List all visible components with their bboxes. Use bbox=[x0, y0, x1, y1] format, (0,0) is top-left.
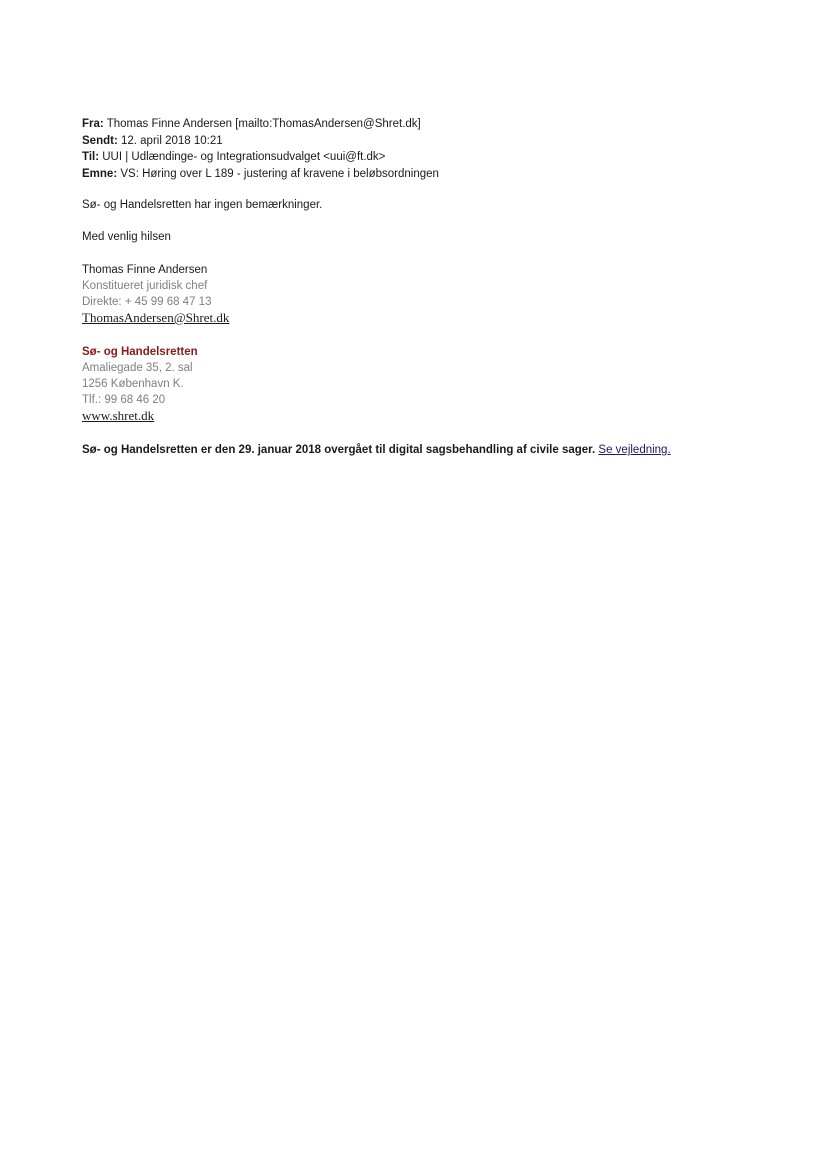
signature-title: Konstitueret juridisk chef bbox=[82, 280, 208, 292]
notice-guide-link[interactable]: Se vejledning. bbox=[598, 444, 671, 456]
notice-text: Sø- og Handelsretten er den 29. januar 2018 overgået til digital sagsbehandling af civile sager. bbox=[82, 444, 596, 456]
greeting-paragraph: Med venlig hilsen bbox=[82, 231, 171, 243]
company-block bbox=[82, 344, 782, 425]
digital-notice bbox=[82, 442, 782, 458]
signature-name: Thomas Finne Andersen bbox=[82, 264, 208, 276]
sent-value: 12. april 2018 10:21 bbox=[117, 134, 223, 147]
sent-row bbox=[82, 133, 782, 150]
company-name: Sø- og Handelsretten bbox=[82, 346, 198, 358]
from-row bbox=[82, 116, 782, 133]
from-value: Thomas Finne Andersen [mailto:ThomasAndersen@Shret.dk] bbox=[103, 118, 421, 130]
signature-direct-phone: Direkte: + 45 99 68 47 13 bbox=[82, 296, 212, 308]
email-header bbox=[82, 116, 782, 182]
intro-paragraph: Sø- og Handelsretten har ingen bemærkninger. bbox=[82, 199, 323, 211]
to-row bbox=[82, 149, 782, 166]
to-value: UUI | Udlændinge- og Integrationsudvalget <uui@ft.dk> bbox=[99, 151, 386, 163]
company-website-link[interactable]: www.shret.dk bbox=[82, 408, 155, 423]
sent-label: Sendt: bbox=[82, 134, 118, 147]
company-address-line2: 1256 København K. bbox=[82, 378, 184, 390]
from-label: Fra: bbox=[82, 118, 104, 130]
subject-row bbox=[82, 166, 782, 183]
subject-label: Emne: bbox=[82, 167, 118, 180]
signature-email-link[interactable]: ThomasAndersen@Shret.dk bbox=[82, 310, 230, 325]
subject-value: VS: Høring over L 189 - justering af kravene i beløbsordningen bbox=[117, 167, 439, 180]
to-label: Til: bbox=[82, 151, 100, 163]
email-document bbox=[82, 116, 782, 458]
company-address-line1: Amaliegade 35, 2. sal bbox=[82, 362, 193, 374]
signature-block bbox=[82, 262, 782, 327]
company-phone: Tlf.: 99 68 46 20 bbox=[82, 394, 166, 406]
